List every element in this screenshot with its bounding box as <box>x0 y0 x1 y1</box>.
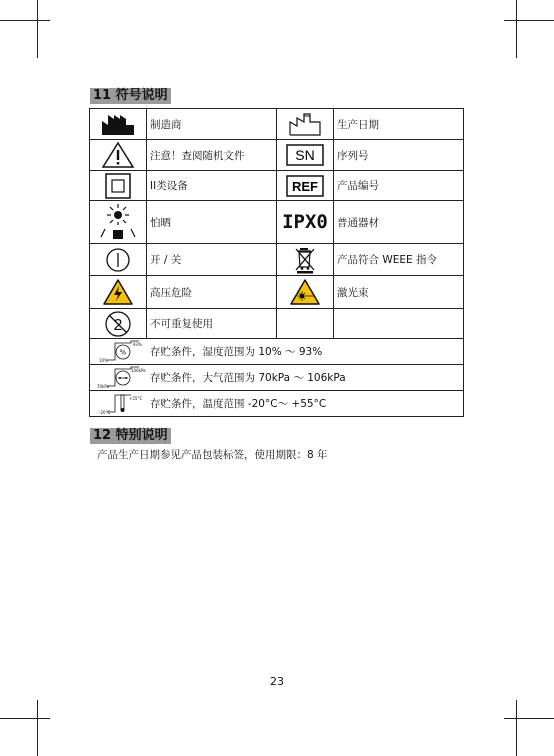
storage-cell <box>90 365 464 391</box>
ipx0-icon: IPX0 <box>282 211 328 233</box>
temperature-max-label: +55°C <box>129 396 143 401</box>
symbol-label: 产品符合 WEEE 指令 <box>334 244 464 276</box>
crop-mark <box>516 700 517 756</box>
do-not-reuse-icon <box>104 310 132 338</box>
symbol-label: 序列号 <box>334 140 464 171</box>
section-11-title: 11 符号说明 <box>90 88 171 104</box>
table-row <box>90 276 464 309</box>
symbol-label: 高压危险 <box>147 276 277 309</box>
symbol-cell <box>90 276 147 309</box>
manufacturer-icon <box>100 111 136 137</box>
storage-text: 存贮条件，湿度范围为 10% ～ 93% <box>150 346 323 358</box>
symbol-label: 产品编号 <box>334 171 464 201</box>
symbol-cell <box>90 140 147 171</box>
symbol-cell <box>277 109 334 140</box>
crop-mark <box>504 718 554 719</box>
temperature-limit-icon <box>93 392 149 415</box>
symbol-cell <box>277 171 334 201</box>
table-row <box>90 339 464 365</box>
symbol-label: 生产日期 <box>334 109 464 140</box>
crop-mark <box>0 718 50 719</box>
shelf-life-note: 产品生产日期参见产品包装标签，使用期限：8 年 <box>97 449 328 461</box>
symbol-cell <box>90 244 147 276</box>
svg-text:%: % <box>119 348 127 357</box>
ref-icon-text: REF <box>292 178 318 194</box>
symbol-label: 开 / 关 <box>147 244 277 276</box>
storage-text: 存贮条件，大气范围为 70kPa ～ 106kPa <box>150 372 346 384</box>
storage-text: 存贮条件，温度范围 -20°C～ +55°C <box>150 398 327 410</box>
empty-cell <box>334 309 464 339</box>
crop-mark <box>37 0 38 58</box>
class-ii-icon <box>105 173 131 199</box>
crop-mark <box>37 700 38 756</box>
humidity-limit-icon <box>93 340 149 363</box>
symbol-cell <box>277 276 334 309</box>
crop-mark <box>504 20 554 21</box>
table-row <box>90 140 464 171</box>
manufacture-date-icon <box>287 111 323 137</box>
humidity-max-label: 93% <box>133 342 142 347</box>
symbol-table <box>89 108 464 417</box>
table-row <box>90 109 464 140</box>
caution-icon <box>101 141 135 169</box>
table-row <box>90 244 464 276</box>
keep-away-from-sunlight-icon <box>99 203 137 241</box>
pressure-min-label: 70kPa <box>97 384 110 389</box>
laser-beam-icon <box>289 278 321 306</box>
table-row <box>90 309 464 339</box>
table-row <box>90 391 464 417</box>
high-voltage-icon <box>102 278 134 306</box>
symbol-label: 激光束 <box>334 276 464 309</box>
symbol-cell <box>90 109 147 140</box>
page-number: 23 <box>270 675 284 688</box>
symbol-label: 制造商 <box>147 109 277 140</box>
pressure-limit-icon <box>93 366 149 389</box>
symbol-label: 普通器材 <box>334 201 464 244</box>
symbol-cell <box>277 140 334 171</box>
table-row <box>90 365 464 391</box>
symbol-label: 怕晒 <box>147 201 277 244</box>
symbol-cell <box>90 309 147 339</box>
svg-text:2: 2 <box>113 316 123 334</box>
ref-icon <box>286 175 324 197</box>
symbol-label: II类设备 <box>147 171 277 201</box>
symbol-cell <box>90 171 147 201</box>
section-12-title: 12 特别说明 <box>90 428 171 444</box>
storage-cell <box>90 339 464 365</box>
empty-cell <box>277 309 334 339</box>
symbol-cell <box>277 201 334 244</box>
crop-mark <box>516 0 517 58</box>
serial-number-icon <box>286 144 324 166</box>
symbol-label: 不可重复使用 <box>147 309 277 339</box>
serial-number-icon-text: SN <box>295 147 315 163</box>
crop-mark <box>0 20 50 21</box>
power-on-off-icon <box>105 247 131 273</box>
storage-cell <box>90 391 464 417</box>
table-row <box>90 171 464 201</box>
symbol-label: 注意！查阅随机文件 <box>147 140 277 171</box>
pressure-max-label: 106kPa <box>131 368 146 373</box>
symbol-cell <box>277 244 334 276</box>
temperature-min-label: -20°C <box>99 410 111 415</box>
symbol-cell <box>90 201 147 244</box>
humidity-min-label: 10% <box>99 358 108 363</box>
table-row <box>90 201 464 244</box>
weee-icon <box>294 246 316 274</box>
